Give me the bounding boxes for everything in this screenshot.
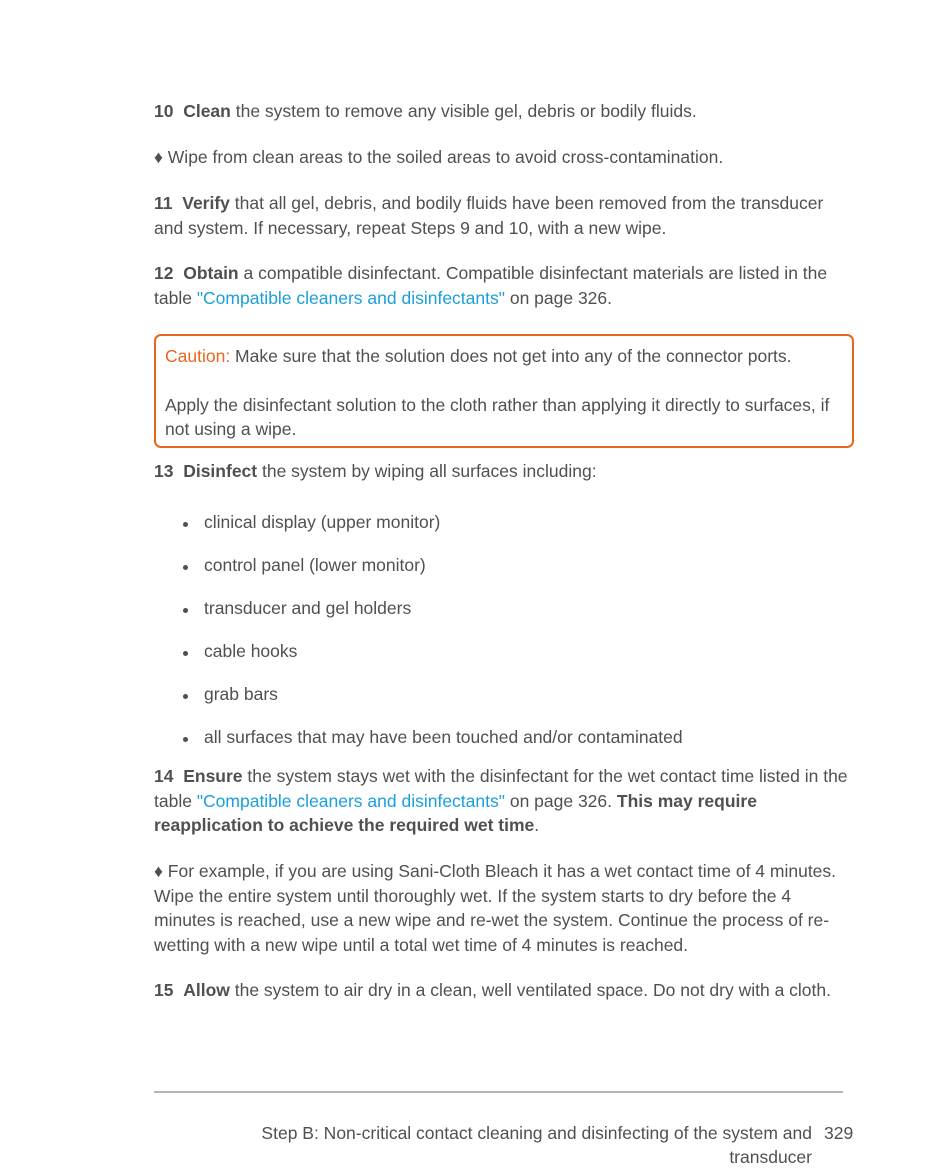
step-verb: Disinfect [183, 461, 258, 481]
step-verb: Clean [183, 101, 231, 121]
step-12 [154, 261, 856, 310]
step-text: the system to remove any visible gel, debris or bodily fluids. [230, 101, 697, 121]
bullet-icon [183, 694, 188, 699]
step-text-after: on page 326. [504, 790, 617, 811]
step-number: 10 [154, 101, 174, 121]
caution-text: Make sure that the solution does not get into any of the connector ports. [230, 346, 792, 366]
cross-reference-link[interactable]: "Compatible cleaners and disinfectants" [196, 287, 505, 308]
caution-label: Caution: [165, 346, 231, 366]
step-number: 11 [154, 193, 173, 213]
bullet-icon [183, 565, 188, 570]
step-text: the system by wiping all surfaces including: [257, 461, 597, 481]
list-item: transducer and gel holders [154, 596, 856, 639]
caution-line-1 [165, 344, 844, 369]
step-text: that all gel, debris, and bodily fluids have been removed from the transducer and system. If necessary, repeat Steps 9 and 10, with a new wipe. [154, 193, 824, 238]
list-item: clinical display (upper monitor) [154, 510, 856, 553]
step-verb: Obtain [183, 263, 239, 283]
step-15 [154, 978, 856, 1003]
caution-box [154, 334, 854, 448]
footer-divider [154, 1091, 843, 1093]
cross-reference-link[interactable]: "Compatible cleaners and disinfectants" [196, 790, 505, 811]
bullet-icon [183, 608, 188, 613]
step-14-note: ♦ For example, if you are using Sani-Cloth Bleach it has a wet contact time of 4 minutes. Wipe the entire system until thoroughly wet. If the system starts to dry before the 4 minutes is reached, use a new wipe and re-wet the system. Continue the process of re-wetting with a new wipe until a total wet time of 4 minutes is reached. [154, 861, 837, 955]
step-verb: Allow [183, 980, 230, 1000]
list-item: grab bars [154, 682, 856, 725]
footer-section-title: Step B: Non-critical contact cleaning and disinfecting of the system and transducer [261, 1123, 812, 1167]
step-number: 15 [154, 980, 174, 1000]
step-number: 14 [154, 766, 174, 786]
step-text: the system to air dry in a clean, well ventilated space. Do not dry with a cloth. [229, 980, 831, 1000]
bullet-icon [183, 522, 188, 527]
page-number: 329 [824, 1123, 854, 1143]
list-item: all surfaces that may have been touched and/or contaminated [154, 725, 856, 768]
list-item: control panel (lower monitor) [154, 553, 856, 596]
bullet-icon [183, 737, 188, 742]
step-11 [154, 191, 856, 240]
step-14 [154, 764, 856, 838]
step-text: a compatible disinfectant. Compatible disinfectant materials are listed in the table [154, 263, 828, 308]
surface-list [154, 510, 856, 768]
step-number: 13 [154, 461, 174, 481]
bullet-icon [183, 651, 188, 656]
step-10 [154, 99, 856, 124]
caution-line-2: Apply the disinfectant solution to the cloth rather than applying it directly to surfaces, if not using a wipe. [165, 394, 830, 439]
step-text: the system stays wet with the disinfectant for the wet contact time listed in the table [154, 766, 848, 811]
step-emphasis: This may require reapplication to achieve the required wet time [154, 790, 757, 835]
list-item: cable hooks [154, 639, 856, 682]
step-text-end: . [534, 815, 540, 835]
step-verb: Verify [182, 193, 230, 213]
step-number: 12 [154, 263, 174, 283]
step-13 [154, 459, 856, 484]
step-text-after: on page 326. [504, 287, 613, 308]
step-10-note: ♦ Wipe from clean areas to the soiled areas to avoid cross-contamination. [154, 147, 724, 167]
step-verb: Ensure [183, 766, 243, 786]
